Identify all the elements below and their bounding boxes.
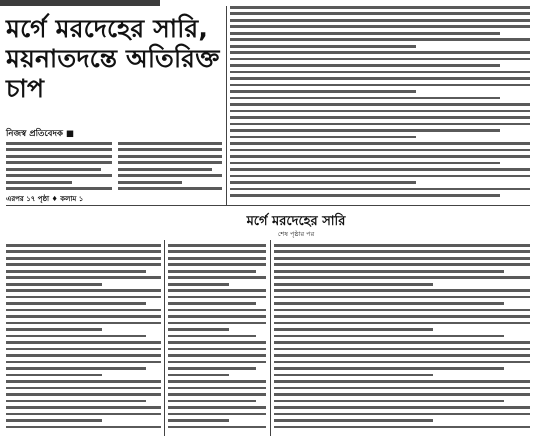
text-line-placeholder	[274, 250, 530, 253]
text-line-placeholder	[230, 90, 416, 93]
text-line-placeholder	[274, 413, 530, 416]
text-line-placeholder	[230, 188, 530, 191]
text-line-placeholder	[168, 419, 229, 422]
text-line-placeholder	[230, 32, 500, 35]
section-divider	[6, 205, 530, 206]
text-line-placeholder	[118, 161, 222, 164]
text-line-placeholder	[230, 38, 530, 41]
article-headline: মর্গে মরদেহের সারি, ময়নাতদন্তে অতিরিক্ত চাপ	[6, 14, 220, 103]
text-line-placeholder	[274, 387, 530, 390]
text-line-placeholder	[118, 187, 222, 190]
text-line-placeholder	[168, 426, 266, 429]
text-line-placeholder	[230, 181, 416, 184]
continuation-column-1	[6, 244, 161, 432]
text-line-placeholder	[168, 367, 256, 370]
cut-off-strip	[0, 0, 160, 6]
text-line-placeholder	[230, 103, 530, 106]
continuation-column-2	[168, 244, 266, 432]
text-line-placeholder	[274, 348, 530, 351]
text-line-placeholder	[274, 361, 530, 364]
text-line-placeholder	[230, 77, 530, 80]
text-line-placeholder	[168, 270, 256, 273]
text-line-placeholder	[168, 374, 229, 377]
text-line-placeholder	[6, 341, 161, 344]
text-line-placeholder	[274, 341, 530, 344]
text-line-placeholder	[230, 116, 530, 119]
text-line-placeholder	[6, 361, 161, 364]
continuation-column-3	[274, 244, 530, 432]
text-line-placeholder	[6, 270, 146, 273]
text-line-placeholder	[168, 302, 256, 305]
text-line-placeholder	[6, 148, 112, 151]
text-line-placeholder	[274, 354, 530, 357]
text-line-placeholder	[274, 296, 530, 299]
text-line-placeholder	[230, 129, 500, 132]
text-line-placeholder	[6, 387, 161, 390]
text-line-placeholder	[6, 142, 112, 145]
text-line-placeholder	[6, 289, 161, 292]
text-line-placeholder	[168, 289, 266, 292]
text-line-placeholder	[230, 194, 500, 197]
text-line-placeholder	[274, 419, 433, 422]
continuation-label: শেষ পৃষ্ঠার পর	[277, 230, 315, 238]
text-line-placeholder	[118, 168, 212, 171]
text-line-placeholder	[6, 426, 161, 429]
text-line-placeholder	[230, 168, 530, 171]
text-line-placeholder	[6, 283, 102, 286]
text-line-placeholder	[118, 181, 182, 184]
text-line-placeholder	[274, 302, 504, 305]
body-column-left	[6, 142, 112, 194]
text-line-placeholder	[118, 155, 222, 158]
text-line-placeholder	[6, 296, 161, 299]
text-line-placeholder	[274, 283, 433, 286]
column-divider	[270, 240, 271, 436]
text-line-placeholder	[6, 406, 161, 409]
text-line-placeholder	[6, 309, 161, 312]
text-line-placeholder	[274, 335, 504, 338]
text-line-placeholder	[6, 374, 102, 377]
column-divider	[226, 6, 227, 206]
text-line-placeholder	[6, 302, 146, 305]
text-line-placeholder	[230, 136, 416, 139]
text-line-placeholder	[168, 309, 266, 312]
text-line-placeholder	[168, 244, 266, 247]
text-line-placeholder	[6, 328, 102, 331]
text-line-placeholder	[168, 348, 266, 351]
text-line-placeholder	[6, 335, 146, 338]
text-line-placeholder	[230, 45, 416, 48]
text-line-placeholder	[6, 187, 112, 190]
text-line-placeholder	[6, 155, 112, 158]
text-line-placeholder	[168, 250, 266, 253]
continuation-headline: মর্গে মরদেহের সারি	[246, 214, 346, 229]
text-line-placeholder	[168, 341, 266, 344]
text-line-placeholder	[168, 406, 266, 409]
text-line-placeholder	[230, 149, 530, 152]
text-line-placeholder	[274, 244, 530, 247]
text-line-placeholder	[118, 174, 222, 177]
text-line-placeholder	[274, 263, 530, 266]
text-line-placeholder	[168, 296, 266, 299]
text-line-placeholder	[168, 387, 266, 390]
text-line-placeholder	[168, 276, 266, 279]
text-line-placeholder	[168, 322, 266, 325]
text-line-placeholder	[230, 142, 530, 145]
text-line-placeholder	[168, 380, 266, 383]
text-line-placeholder	[118, 142, 222, 145]
jump-line: এরপর ১৭ পৃষ্ঠা ♦ কলাম ১	[6, 195, 84, 203]
text-line-placeholder	[168, 315, 266, 318]
text-line-placeholder	[230, 175, 530, 178]
text-line-placeholder	[6, 348, 161, 351]
text-line-placeholder	[6, 250, 161, 253]
text-line-placeholder	[168, 257, 266, 260]
text-line-placeholder	[6, 393, 161, 396]
text-line-placeholder	[230, 25, 530, 28]
text-line-placeholder	[168, 354, 266, 357]
text-line-placeholder	[230, 12, 530, 15]
text-line-placeholder	[6, 174, 112, 177]
text-line-placeholder	[168, 400, 256, 403]
text-line-placeholder	[6, 315, 161, 318]
text-line-placeholder	[230, 51, 530, 54]
text-line-placeholder	[230, 19, 530, 22]
text-line-placeholder	[274, 270, 504, 273]
column-divider	[164, 240, 165, 436]
text-line-placeholder	[230, 162, 500, 165]
text-line-placeholder	[6, 419, 102, 422]
text-line-placeholder	[230, 110, 530, 113]
text-line-placeholder	[6, 181, 72, 184]
text-line-placeholder	[6, 400, 146, 403]
text-line-placeholder	[274, 315, 530, 318]
text-line-placeholder	[230, 84, 530, 87]
article-byline: নিজস্ব প্রতিবেদক ■	[6, 129, 74, 139]
text-line-placeholder	[274, 393, 530, 396]
text-line-placeholder	[6, 263, 161, 266]
text-line-placeholder	[230, 97, 500, 100]
text-line-placeholder	[274, 400, 504, 403]
text-line-placeholder	[230, 123, 530, 126]
text-line-placeholder	[274, 322, 530, 325]
body-column-right	[230, 6, 530, 201]
body-column-middle	[118, 142, 222, 194]
text-line-placeholder	[274, 367, 504, 370]
text-line-placeholder	[6, 276, 161, 279]
text-line-placeholder	[274, 380, 530, 383]
text-line-placeholder	[274, 406, 530, 409]
text-line-placeholder	[168, 335, 256, 338]
text-line-placeholder	[274, 257, 530, 260]
text-line-placeholder	[168, 328, 229, 331]
text-line-placeholder	[168, 263, 266, 266]
text-line-placeholder	[230, 155, 530, 158]
text-line-placeholder	[274, 328, 433, 331]
text-line-placeholder	[6, 244, 161, 247]
text-line-placeholder	[6, 380, 161, 383]
text-line-placeholder	[230, 58, 530, 61]
text-line-placeholder	[168, 393, 266, 396]
text-line-placeholder	[6, 322, 161, 325]
text-line-placeholder	[274, 309, 530, 312]
text-line-placeholder	[230, 71, 530, 74]
text-line-placeholder	[6, 367, 146, 370]
text-line-placeholder	[274, 426, 530, 429]
text-line-placeholder	[274, 276, 530, 279]
text-line-placeholder	[230, 64, 500, 67]
text-line-placeholder	[6, 354, 161, 357]
text-line-placeholder	[230, 6, 530, 9]
text-line-placeholder	[118, 148, 222, 151]
text-line-placeholder	[168, 413, 266, 416]
text-line-placeholder	[6, 413, 161, 416]
text-line-placeholder	[168, 361, 266, 364]
text-line-placeholder	[6, 257, 161, 260]
text-line-placeholder	[168, 283, 229, 286]
text-line-placeholder	[6, 168, 101, 171]
text-line-placeholder	[274, 374, 433, 377]
text-line-placeholder	[6, 161, 112, 164]
text-line-placeholder	[274, 289, 530, 292]
